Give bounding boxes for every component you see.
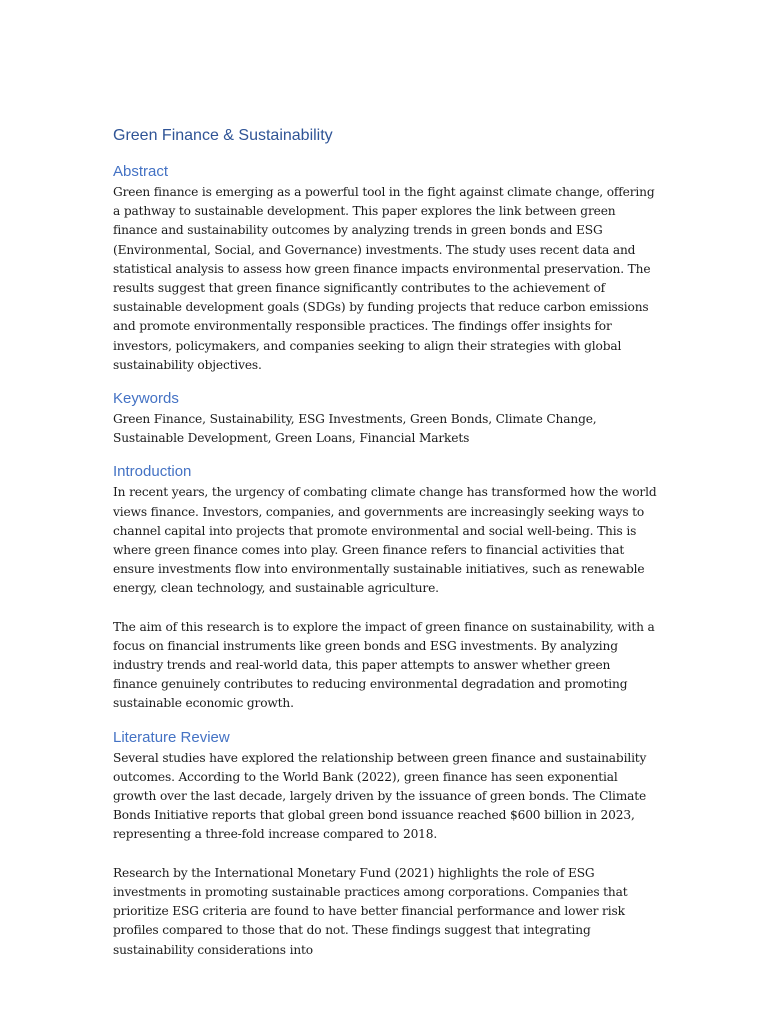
introduction-paragraph-1: In recent years, the urgency of combating climate change has transformed how the world views finance. Investors, companies, and governments are increasingly seeking ways to channel capital into projects that promote environmental and social well-being. This is where green finance comes into play. Green finance refers to financial activities that ensure investments flow into environmentally sustainable initiatives, such as renewable energy, clean technology, and sustainable agriculture. — [113, 485, 657, 596]
introduction-section — [113, 462, 658, 713]
document-page — [113, 126, 658, 960]
introduction-paragraph-2: The aim of this research is to explore the impact of green finance on sustainability, with a focus on financial instruments like green bonds and ESG investments. By analyzing industry trends and real-world data, this paper attempts to answer whether green finance genuinely contributes to reducing environmental degradation and promoting sustainable economic growth. — [113, 619, 655, 711]
abstract-section — [113, 162, 658, 375]
page-title: Green Finance & Sustainability — [113, 127, 333, 144]
keywords-section — [113, 389, 658, 448]
keywords-paragraph: Green Finance, Sustainability, ESG Investments, Green Bonds, Climate Change, Sustainable Development, Green Loans, Financial Markets — [113, 412, 597, 446]
introduction-heading: Introduction — [113, 463, 192, 481]
abstract-paragraph: Green finance is emerging as a powerful tool in the fight against climate change, offering a pathway to sustainable development. This paper explores the link between green finance and sustainability outcomes by analyzing trends in green bonds and ESG (Environmental, Social, and Governance) investments. The study uses recent data and statistical analysis to assess how green finance impacts environmental preservation. The results suggest that green finance significantly contributes to the achievement of sustainable development goals (SDGs) by funding projects that reduce carbon emissions and promote environmentally responsible practices. The findings offer insights for investors, policymakers, and companies seeking to align their strategies with global sustainability objectives. — [113, 185, 655, 372]
literature-review-paragraph-1: Several studies have explored the relationship between green finance and sustainability outcomes. According to the World Bank (2022), green finance has seen exponential growth over the last decade, largely driven by the issuance of green bonds. The Climate Bonds Initiative reports that global green bond issuance reached $600 billion in 2023, representing a three-fold increase compared to 2018. — [113, 750, 647, 842]
abstract-heading: Abstract — [113, 163, 169, 180]
literature-review-paragraph-2: Research by the International Monetary Fund (2021) highlights the role of ESG investments in promoting sustainable practices among corporations. Companies that prioritize ESG criteria are found to have better financial performance and lower risk profiles compared to those that do not. These findings suggest that integrating sustainability considerations into — [113, 865, 628, 957]
literature-review-heading: Literature Review — [113, 728, 230, 746]
keywords-heading: Keywords — [113, 390, 179, 408]
literature-review-section — [113, 728, 658, 960]
